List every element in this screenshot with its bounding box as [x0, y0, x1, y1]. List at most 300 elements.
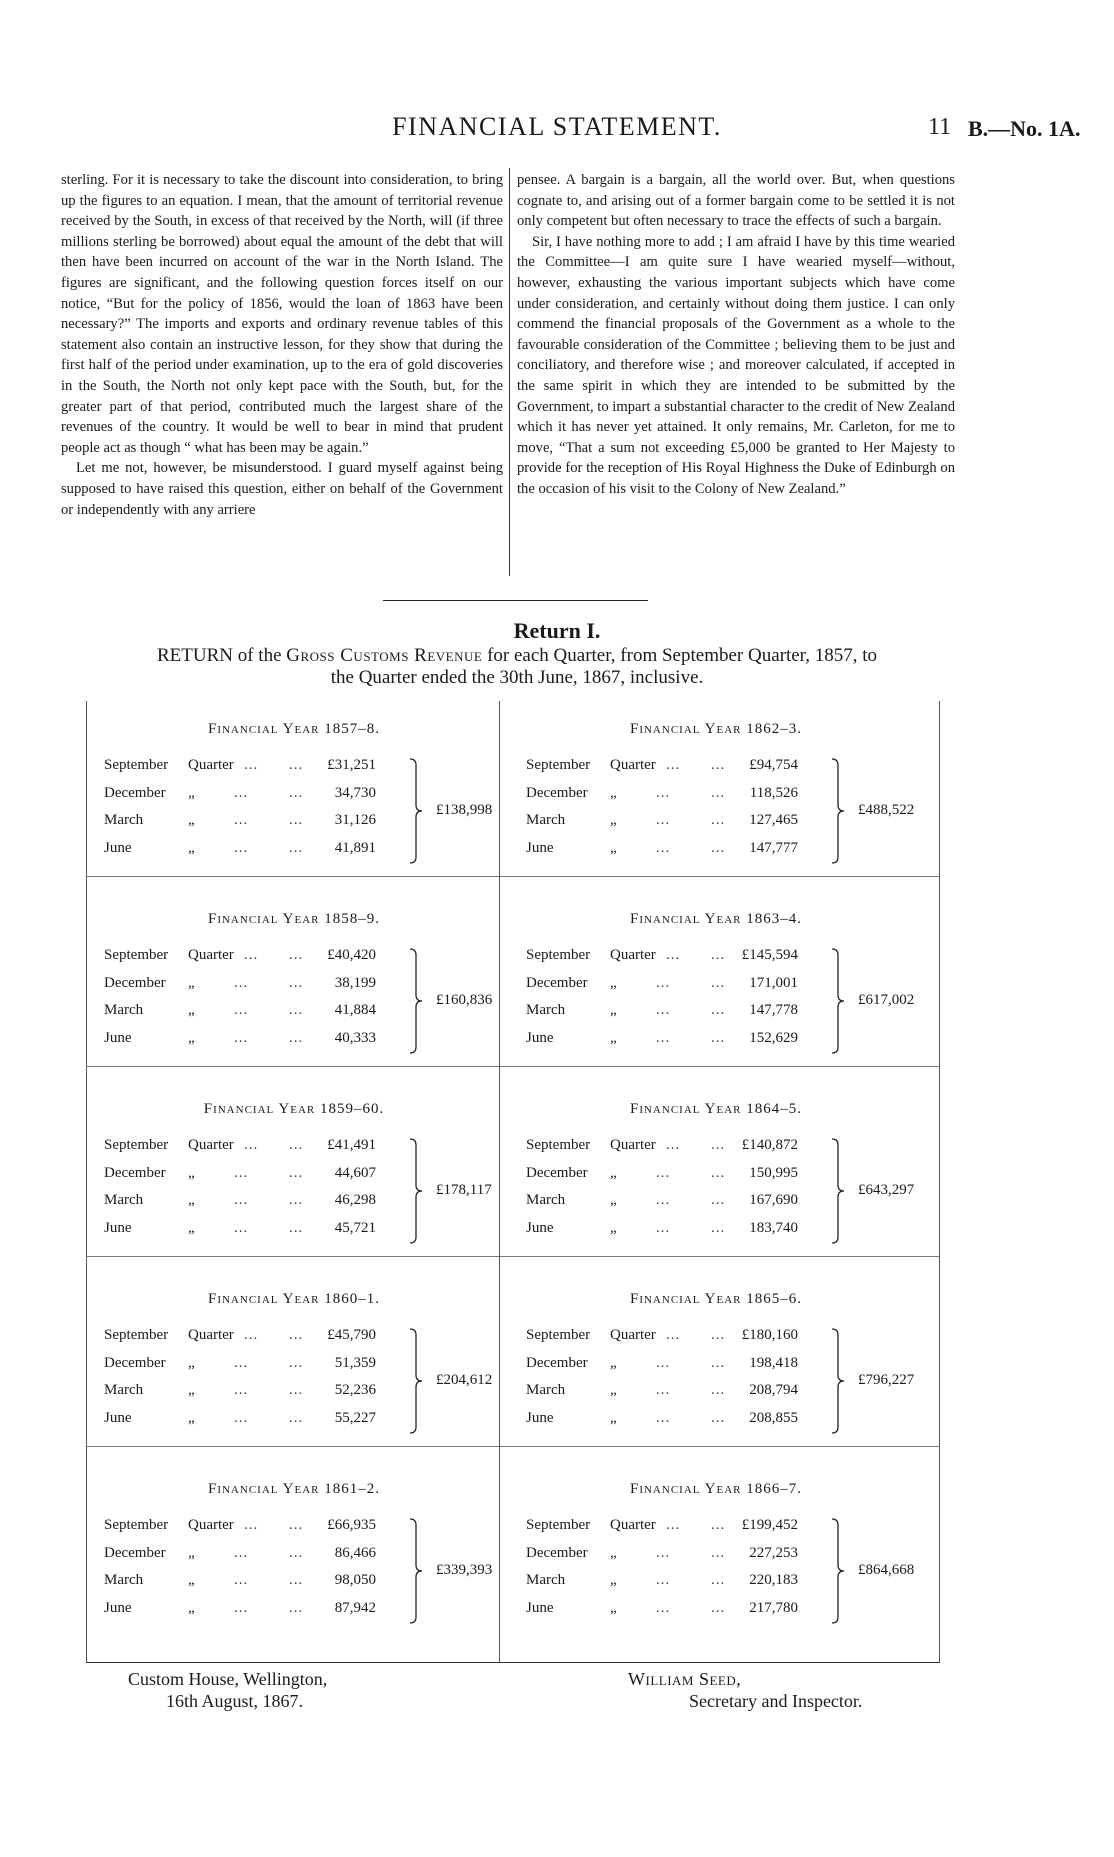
page-number: 11 [928, 114, 952, 140]
quarter-value: £140,872 [741, 1137, 798, 1153]
quarter-row [526, 1165, 826, 1187]
paragraph: pensee. A bargain is a bargain, all the world over. But, when questions cognate to, and arising out of a former bargain come to be settled it is not only competent but often necessary to trace the effects of such a bargain. [517, 172, 955, 230]
leader-dots: ... [289, 975, 304, 991]
footer-signature [628, 1668, 862, 1712]
financial-year-title: Financial Year 1857–8. [207, 721, 381, 737]
footer-date: 16th August, 1867. [166, 1691, 304, 1711]
leader-dots: ... [234, 1410, 249, 1426]
quarter-value: 167,690 [749, 1192, 798, 1208]
quarter-row [526, 1410, 826, 1432]
row-separator [500, 876, 939, 877]
quarter-name: March [104, 1002, 144, 1018]
leader-dots: ... [711, 947, 726, 963]
quarter-row [526, 1327, 826, 1349]
quarter-row [526, 812, 826, 834]
quarter-row [104, 947, 404, 969]
quarter-name: June [526, 1410, 554, 1426]
quarter-row [104, 975, 404, 997]
ditto-mark: „ [610, 1572, 617, 1588]
quarter-name: September [104, 1517, 169, 1533]
curly-brace-icon [408, 1327, 424, 1435]
year-total: £204,612 [436, 1372, 493, 1388]
quarter-row [526, 1545, 826, 1567]
quarter-name: December [526, 975, 588, 991]
financial-year-block [516, 1271, 916, 1459]
leader-dots: ... [656, 785, 671, 801]
footer-location [128, 1668, 327, 1712]
ditto-mark: „ [610, 1600, 617, 1616]
leader-dots: ... [656, 1165, 671, 1181]
leader-dots: ... [234, 1355, 249, 1371]
quarter-value: 38,199 [334, 975, 376, 991]
ditto-mark: „ [188, 1220, 195, 1236]
financial-year-title: Financial Year 1862–3. [629, 721, 803, 737]
quarter-row [526, 1030, 826, 1052]
quarter-value: 52,236 [334, 1382, 376, 1398]
quarter-value: 51,359 [334, 1355, 376, 1371]
quarter-word: Quarter [188, 1137, 234, 1153]
financial-year-title: Financial Year 1864–5. [629, 1101, 803, 1117]
quarter-name: June [104, 1030, 132, 1046]
return-description [87, 645, 947, 689]
quarter-value: 31,126 [334, 812, 376, 828]
quarter-value: £145,594 [741, 947, 798, 963]
leader-dots: ... [711, 1382, 726, 1398]
leader-dots: ... [234, 1220, 249, 1236]
quarter-name: March [526, 1382, 566, 1398]
return-desc-of: of the [237, 645, 282, 666]
quarter-row [526, 1220, 826, 1242]
quarter-row [526, 757, 826, 779]
ditto-mark: „ [610, 1382, 617, 1398]
leader-dots: ... [656, 975, 671, 991]
right-text-column [517, 170, 955, 500]
leader-dots: ... [656, 1220, 671, 1236]
financial-year-block [94, 1461, 494, 1649]
ditto-mark: „ [610, 1355, 617, 1371]
leader-dots: ... [666, 1517, 681, 1533]
leader-dots: ... [289, 1030, 304, 1046]
leader-dots: ... [666, 947, 681, 963]
leader-dots: ... [289, 1327, 304, 1343]
leader-dots: ... [234, 1165, 249, 1181]
left-text-column [61, 170, 503, 520]
leader-dots: ... [711, 1220, 726, 1236]
quarter-value: £41,491 [327, 1137, 376, 1153]
footer-place: Custom House, Wellington, [128, 1669, 328, 1689]
ditto-mark: „ [610, 1410, 617, 1426]
quarter-name: June [526, 840, 554, 856]
quarter-row [526, 1355, 826, 1377]
leader-dots: ... [289, 1545, 304, 1561]
ditto-mark: „ [610, 812, 617, 828]
quarter-word: Quarter [188, 1517, 234, 1533]
return-desc-caps: Gross Customs Revenue [286, 645, 483, 666]
quarter-value: 183,740 [749, 1220, 798, 1236]
quarter-value: 171,001 [749, 975, 798, 991]
ditto-mark: „ [610, 840, 617, 856]
leader-dots: ... [234, 1572, 249, 1588]
quarter-value: £31,251 [327, 757, 376, 773]
paragraph: Let me not, however, be misunderstood. I guard myself against being supposed to have raised this question, either on behalf of the Government or independently with any arriere [61, 460, 503, 518]
quarter-row [526, 1137, 826, 1159]
quarter-name: September [104, 1137, 169, 1153]
ditto-mark: „ [188, 812, 195, 828]
quarter-name: December [104, 1545, 166, 1561]
leader-dots: ... [244, 947, 259, 963]
quarter-value: 44,607 [334, 1165, 376, 1181]
leader-dots: ... [234, 1382, 249, 1398]
leader-dots: ... [289, 1355, 304, 1371]
quarter-row [104, 1600, 404, 1622]
leader-dots: ... [656, 1002, 671, 1018]
quarter-name: September [526, 947, 591, 963]
financial-year-block [94, 701, 494, 889]
quarter-name: June [104, 840, 132, 856]
curly-brace-icon [408, 947, 424, 1055]
leader-dots: ... [656, 840, 671, 856]
ditto-mark: „ [188, 1030, 195, 1046]
year-total: £796,227 [858, 1372, 915, 1388]
row-separator [500, 1066, 939, 1067]
leader-dots: ... [289, 1382, 304, 1398]
ditto-mark: „ [610, 1030, 617, 1046]
curly-brace-icon [408, 1517, 424, 1625]
leader-dots: ... [244, 1327, 259, 1343]
row-separator [86, 1256, 499, 1257]
quarter-value: 98,050 [334, 1572, 376, 1588]
leader-dots: ... [711, 1327, 726, 1343]
quarter-value: £66,935 [327, 1517, 376, 1533]
quarter-name: December [526, 1355, 588, 1371]
leader-dots: ... [234, 1600, 249, 1616]
row-separator [500, 1446, 939, 1447]
quarter-row [526, 1600, 826, 1622]
quarter-value: 198,418 [749, 1355, 798, 1371]
quarter-name: March [104, 1192, 144, 1208]
leader-dots: ... [289, 757, 304, 773]
quarter-row [104, 1165, 404, 1187]
quarter-value: 40,333 [334, 1030, 376, 1046]
quarter-row [104, 812, 404, 834]
quarter-value: 46,298 [334, 1192, 376, 1208]
quarter-value: 208,794 [749, 1382, 798, 1398]
leader-dots: ... [711, 1572, 726, 1588]
leader-dots: ... [244, 1517, 259, 1533]
leader-dots: ... [289, 1517, 304, 1533]
ditto-mark: „ [188, 785, 195, 801]
leader-dots: ... [656, 1600, 671, 1616]
quarter-value: 55,227 [334, 1410, 376, 1426]
leader-dots: ... [666, 757, 681, 773]
leader-dots: ... [244, 1137, 259, 1153]
leader-dots: ... [289, 1137, 304, 1153]
page-title: FINANCIAL STATEMENT. [392, 112, 722, 141]
year-total: £138,998 [436, 802, 493, 818]
curly-brace-icon [830, 1137, 846, 1245]
leader-dots: ... [234, 1192, 249, 1208]
quarter-name: September [104, 947, 169, 963]
ditto-mark: „ [610, 1165, 617, 1181]
financial-year-block [94, 1271, 494, 1459]
quarter-word: Quarter [610, 1517, 656, 1533]
curly-brace-icon [408, 757, 424, 865]
curly-brace-icon [830, 947, 846, 1055]
quarter-word: Quarter [188, 1327, 234, 1343]
quarter-value: £180,160 [741, 1327, 798, 1343]
leader-dots: ... [711, 1137, 726, 1153]
quarter-word: Quarter [610, 947, 656, 963]
table-center-divider [499, 701, 500, 1663]
quarter-row [104, 840, 404, 862]
quarter-name: September [526, 1137, 591, 1153]
curly-brace-icon [830, 1517, 846, 1625]
quarter-name: June [104, 1410, 132, 1426]
quarter-name: March [104, 1382, 144, 1398]
quarter-row [104, 1137, 404, 1159]
leader-dots: ... [289, 1192, 304, 1208]
quarter-row [104, 1030, 404, 1052]
quarter-value: 87,942 [334, 1600, 376, 1616]
leader-dots: ... [289, 1410, 304, 1426]
quarter-name: March [526, 812, 566, 828]
quarter-row [104, 1517, 404, 1539]
ditto-mark: „ [610, 1545, 617, 1561]
quarter-name: March [526, 1572, 566, 1588]
leader-dots: ... [244, 757, 259, 773]
quarter-row [526, 1002, 826, 1024]
quarter-name: September [526, 1327, 591, 1343]
ditto-mark: „ [188, 1002, 195, 1018]
leader-dots: ... [289, 1002, 304, 1018]
financial-year-block [516, 1461, 916, 1649]
financial-year-title: Financial Year 1860–1. [207, 1291, 381, 1307]
quarter-row [104, 1220, 404, 1242]
leader-dots: ... [289, 812, 304, 828]
leader-dots: ... [711, 785, 726, 801]
quarter-value: 217,780 [749, 1600, 798, 1616]
quarter-name: December [104, 1165, 166, 1181]
quarter-row [104, 1355, 404, 1377]
leader-dots: ... [234, 812, 249, 828]
year-total: £488,522 [858, 802, 915, 818]
ditto-mark: „ [610, 1220, 617, 1236]
leader-dots: ... [711, 1030, 726, 1046]
leader-dots: ... [234, 975, 249, 991]
leader-dots: ... [234, 1545, 249, 1561]
financial-year-title: Financial Year 1863–4. [629, 911, 803, 927]
year-total: £160,836 [436, 992, 493, 1008]
quarter-value: £199,452 [741, 1517, 798, 1533]
quarter-word: Quarter [188, 757, 234, 773]
financial-year-block [94, 891, 494, 1079]
quarter-value: 45,721 [334, 1220, 376, 1236]
quarter-name: September [104, 757, 169, 773]
ditto-mark: „ [188, 840, 195, 856]
leader-dots: ... [289, 1600, 304, 1616]
leader-dots: ... [289, 1165, 304, 1181]
quarter-row [526, 1517, 826, 1539]
quarter-name: June [104, 1220, 132, 1236]
financial-year-block [516, 891, 916, 1079]
leader-dots: ... [289, 840, 304, 856]
ditto-mark: „ [188, 1382, 195, 1398]
quarter-row [104, 757, 404, 779]
quarter-row [104, 1572, 404, 1594]
leader-dots: ... [234, 785, 249, 801]
quarter-name: June [526, 1030, 554, 1046]
table-bottom-border [86, 1662, 940, 1663]
quarter-value: £40,420 [327, 947, 376, 963]
page-header [0, 112, 1114, 148]
paragraph: sterling. For it is necessary to take the discount into consideration, to bring up the figures to an equation. I mean, that the amount of territorial revenue received by the South, in excess of that received by the North, will (if three millions sterling be borrowed) about equal the amount of the debt that will then have been incurred on account of the war in the North Island. The figures are significant, and the following question forces itself on our notice, “But for the policy of 1856, would the loan of 1863 have been necessary?” The imports and exports and ordinary revenue tables of this statement also contain an instructive lesson, for they show that during the first half of the period under examination, up to the era of gold discoveries in the South, the North not only kept pace with the South, but, for the greater part of that period, contributed much the largest share of the revenues of the country. It would be well to bear in mind that prudent people act as though “ what has been may be again.” [61, 172, 503, 456]
quarter-name: June [526, 1600, 554, 1616]
quarter-value: 208,855 [749, 1410, 798, 1426]
quarter-name: December [526, 785, 588, 801]
ditto-mark: „ [188, 1165, 195, 1181]
quarter-name: December [104, 1355, 166, 1371]
quarter-value: 150,995 [749, 1165, 798, 1181]
ditto-mark: „ [188, 1410, 195, 1426]
leader-dots: ... [656, 1382, 671, 1398]
ditto-mark: „ [188, 1192, 195, 1208]
leader-dots: ... [656, 1410, 671, 1426]
ditto-mark: „ [610, 1002, 617, 1018]
leader-dots: ... [711, 975, 726, 991]
financial-year-title: Financial Year 1859–60. [203, 1101, 385, 1117]
leader-dots: ... [234, 1002, 249, 1018]
quarter-name: December [526, 1165, 588, 1181]
leader-dots: ... [711, 840, 726, 856]
quarter-row [104, 1410, 404, 1432]
quarter-word: Quarter [610, 1327, 656, 1343]
leader-dots: ... [711, 1165, 726, 1181]
quarter-value: 220,183 [749, 1572, 798, 1588]
curly-brace-icon [830, 757, 846, 865]
quarter-name: March [104, 1572, 144, 1588]
paragraph: Sir, I have nothing more to add ; I am afraid I have by this time wearied the Committee—I am quite sure I have wearied myself—without, however, exhausting the various important subjects which have come under consideration, and certainly without doing them justice. I can only commend the financial proposals of the Government as a whole to the favourable consideration of the Committee ; believing them to be just and conciliatory, and therefore wise ; and moreover calculated, if accepted in the same spirit in which they are intended to be submitted by the Government, to impart a substantial character to the credit of New Zealand which it has never yet attained. It only remains, Mr. Carleton, for me to move, “That a sum not exceeding £5,000 be granted to Her Majesty to provide for the reception of His Royal Highness the Duke of Edinburgh on the occasion of his visit to the Colony of New Zealand.” [517, 233, 955, 497]
year-total: £864,668 [858, 1562, 915, 1578]
quarter-name: December [104, 975, 166, 991]
leader-dots: ... [289, 1572, 304, 1588]
financial-year-title: Financial Year 1858–9. [207, 911, 381, 927]
quarter-value: 41,884 [334, 1002, 376, 1018]
leader-dots: ... [289, 785, 304, 801]
quarter-row [104, 785, 404, 807]
quarter-row [526, 1192, 826, 1214]
quarter-row [104, 1002, 404, 1024]
column-divider [509, 168, 510, 576]
quarter-word: Quarter [610, 1137, 656, 1153]
ditto-mark: „ [610, 785, 617, 801]
financial-year-block [516, 1081, 916, 1269]
quarter-row [104, 1327, 404, 1349]
financial-year-title: Financial Year 1861–2. [207, 1481, 381, 1497]
quarter-word: Quarter [188, 947, 234, 963]
leader-dots: ... [234, 840, 249, 856]
quarter-value: 34,730 [334, 785, 376, 801]
financial-year-title: Financial Year 1865–6. [629, 1291, 803, 1307]
leader-dots: ... [711, 1600, 726, 1616]
quarter-word: Quarter [610, 757, 656, 773]
quarter-value: 118,526 [749, 785, 798, 801]
customs-revenue-table [86, 701, 940, 1663]
ditto-mark: „ [610, 975, 617, 991]
leader-dots: ... [656, 1030, 671, 1046]
quarter-name: September [104, 1327, 169, 1343]
ditto-mark: „ [188, 1355, 195, 1371]
quarter-name: March [104, 812, 144, 828]
quarter-row [526, 947, 826, 969]
leader-dots: ... [289, 1220, 304, 1236]
quarter-row [526, 785, 826, 807]
leader-dots: ... [656, 1192, 671, 1208]
leader-dots: ... [656, 1355, 671, 1371]
quarter-value: 147,778 [749, 1002, 798, 1018]
leader-dots: ... [711, 1192, 726, 1208]
leader-dots: ... [711, 1545, 726, 1561]
year-total: £339,393 [436, 1562, 493, 1578]
quarter-value: £45,790 [327, 1327, 376, 1343]
signatory-role: Secretary and Inspector. [689, 1691, 863, 1711]
table-right-border [939, 701, 940, 1663]
return-title: Return I. [513, 618, 601, 643]
quarter-name: June [526, 1220, 554, 1236]
return-desc-lead: RETURN [156, 645, 233, 666]
quarter-name: September [526, 757, 591, 773]
leader-dots: ... [656, 1572, 671, 1588]
return-desc-line1: for each Quarter, from September Quarter, 1857, to [487, 645, 878, 666]
leader-dots: ... [234, 1030, 249, 1046]
quarter-row [104, 1192, 404, 1214]
year-total: £178,117 [436, 1182, 492, 1198]
leader-dots: ... [666, 1327, 681, 1343]
curly-brace-icon [408, 1137, 424, 1245]
quarter-value: 41,891 [334, 840, 376, 856]
return-desc-line2: the Quarter ended the 30th June, 1867, inclusive. [330, 667, 704, 688]
quarter-row [104, 1545, 404, 1567]
ditto-mark: „ [188, 1600, 195, 1616]
quarter-row [526, 840, 826, 862]
row-separator [500, 1256, 939, 1257]
ditto-mark: „ [188, 1545, 195, 1561]
leader-dots: ... [711, 1355, 726, 1371]
leader-dots: ... [656, 812, 671, 828]
row-separator [86, 1066, 499, 1067]
quarter-value: 227,253 [749, 1545, 798, 1561]
signatory-name: William Seed, [628, 1669, 742, 1689]
leader-dots: ... [711, 812, 726, 828]
financial-year-title: Financial Year 1866–7. [629, 1481, 803, 1497]
leader-dots: ... [711, 1002, 726, 1018]
quarter-row [526, 975, 826, 997]
ditto-mark: „ [188, 1572, 195, 1588]
row-separator [86, 876, 499, 877]
leader-dots: ... [289, 947, 304, 963]
section-divider [383, 600, 648, 601]
leader-dots: ... [711, 1410, 726, 1426]
curly-brace-icon [830, 1327, 846, 1435]
year-total: £643,297 [858, 1182, 915, 1198]
leader-dots: ... [666, 1137, 681, 1153]
document-reference: B.—No. 1A. [968, 116, 1081, 141]
table-left-border [86, 701, 87, 1663]
ditto-mark: „ [188, 975, 195, 991]
leader-dots: ... [656, 1545, 671, 1561]
quarter-name: June [104, 1600, 132, 1616]
quarter-value: 127,465 [749, 812, 798, 828]
quarter-value: 152,629 [749, 1030, 798, 1046]
